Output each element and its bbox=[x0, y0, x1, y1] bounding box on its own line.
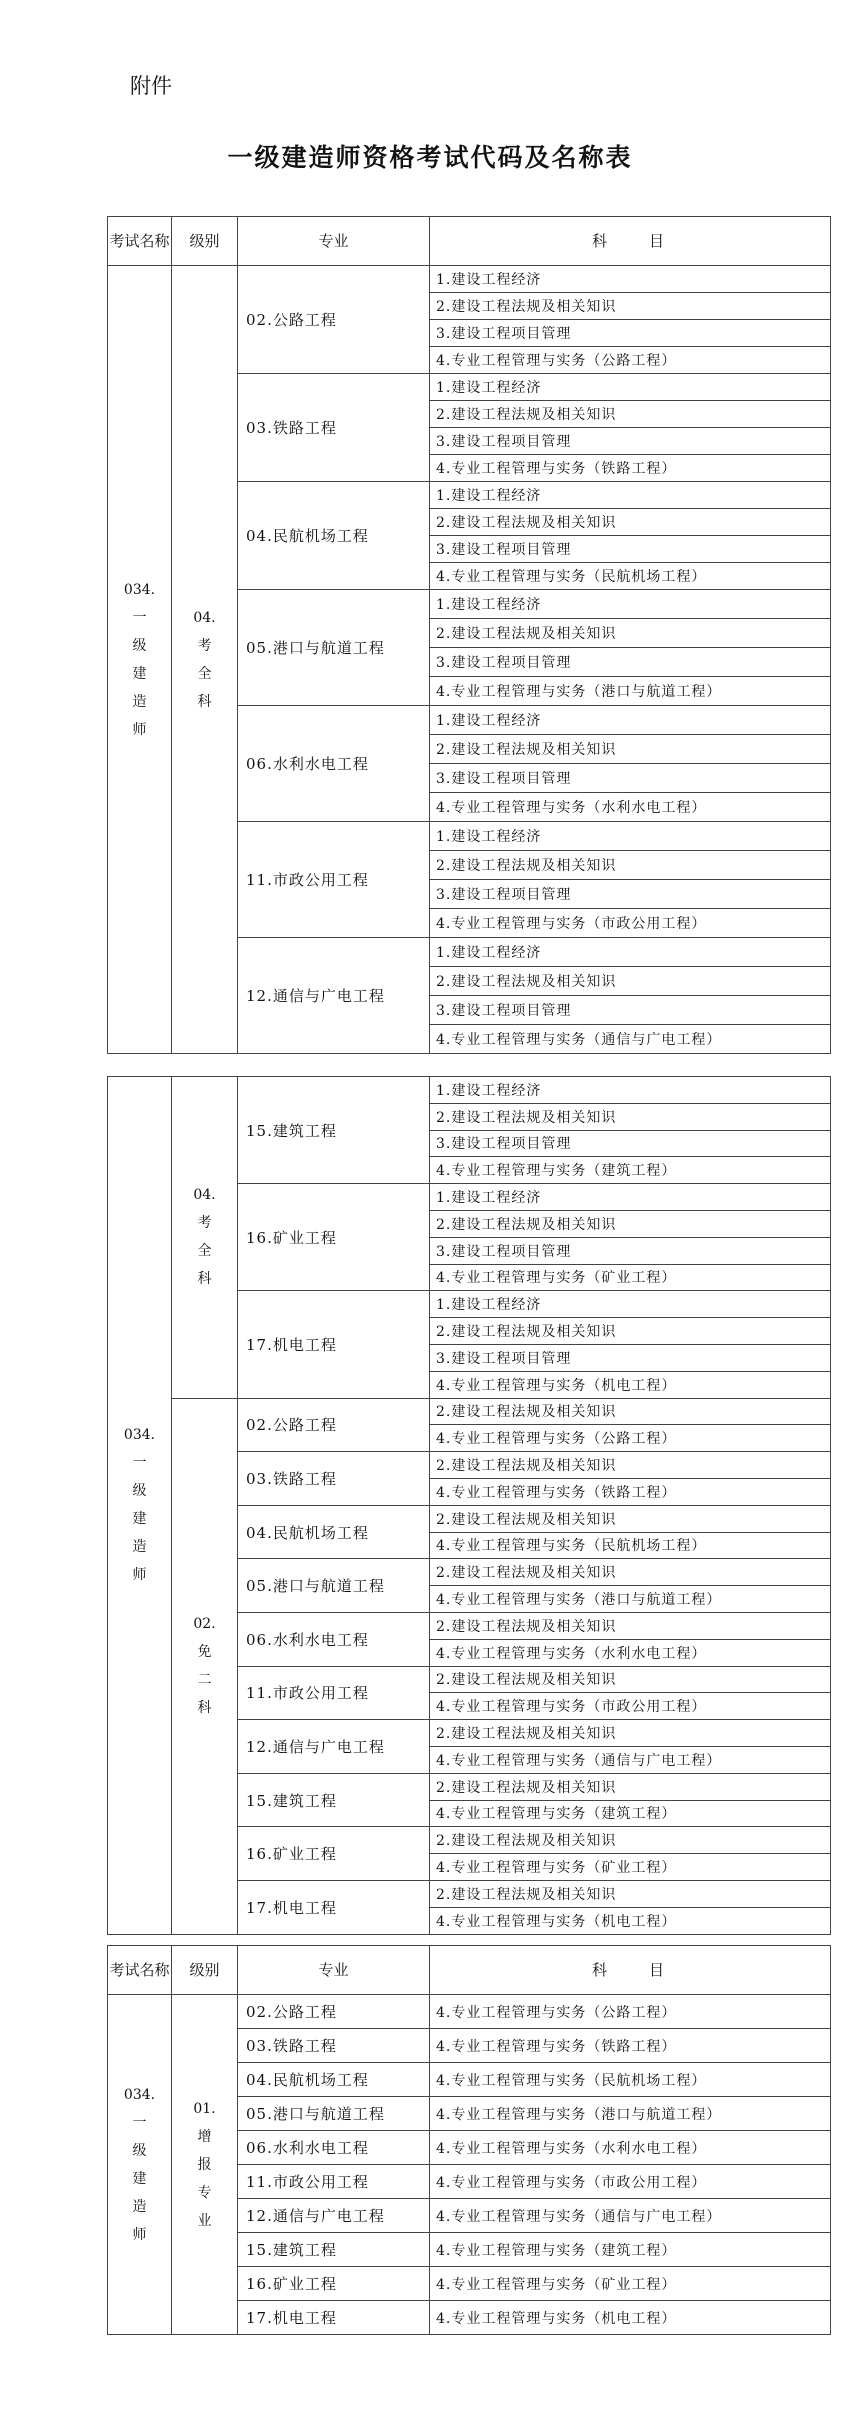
exam-table bbox=[107, 216, 831, 1054]
table-header-row bbox=[108, 1946, 831, 1995]
major-cell: 12.通信与广电工程 bbox=[238, 2199, 430, 2233]
subject-cell: 4.专业工程管理与实务（水利水电工程） bbox=[430, 793, 831, 822]
subject-cell: 3.建设工程项目管理 bbox=[430, 1344, 831, 1371]
subject-cell: 2.建设工程法规及相关知识 bbox=[430, 735, 831, 764]
major-cell: 11.市政公用工程 bbox=[238, 1666, 430, 1720]
major-cell: 11.市政公用工程 bbox=[238, 2165, 430, 2199]
subject-cell: 4.专业工程管理与实务（通信与广电工程） bbox=[430, 1746, 831, 1773]
subject-cell: 3.建设工程项目管理 bbox=[430, 536, 831, 563]
subject-cell: 2.建设工程法规及相关知识 bbox=[430, 1559, 831, 1586]
subject-cell: 2.建设工程法规及相关知识 bbox=[430, 509, 831, 536]
major-cell: 02.公路工程 bbox=[238, 1995, 430, 2029]
subject-cell: 2.建设工程法规及相关知识 bbox=[430, 1720, 831, 1747]
table-row bbox=[108, 1995, 831, 2029]
subject-cell: 2.建设工程法规及相关知识 bbox=[430, 293, 831, 320]
subject-cell: 4.专业工程管理与实务（公路工程） bbox=[430, 1425, 831, 1452]
major-cell: 17.机电工程 bbox=[238, 2301, 430, 2335]
major-cell: 05.港口与航道工程 bbox=[238, 590, 430, 706]
subject-cell: 4.专业工程管理与实务（机电工程） bbox=[430, 1907, 831, 1934]
major-cell: 05.港口与航道工程 bbox=[238, 2097, 430, 2131]
major-cell: 16.矿业工程 bbox=[238, 2267, 430, 2301]
subject-cell: 1.建设工程经济 bbox=[430, 590, 831, 619]
exam-name-cell: 034. 一 级 建 造 师 bbox=[108, 266, 172, 1054]
subject-cell: 2.建设工程法规及相关知识 bbox=[430, 1880, 831, 1907]
major-cell: 15.建筑工程 bbox=[238, 1077, 430, 1184]
exam-table bbox=[107, 1945, 831, 2335]
subject-cell: 3.建设工程项目管理 bbox=[430, 1237, 831, 1264]
subject-cell: 4.专业工程管理与实务（机电工程） bbox=[430, 1371, 831, 1398]
subject-cell: 4.专业工程管理与实务（建筑工程） bbox=[430, 2233, 831, 2267]
table-row bbox=[108, 1398, 831, 1425]
major-cell: 04.民航机场工程 bbox=[238, 482, 430, 590]
subject-cell: 1.建设工程经济 bbox=[430, 706, 831, 735]
major-cell: 16.矿业工程 bbox=[238, 1827, 430, 1881]
attachment-label: 附件 bbox=[130, 74, 172, 98]
header-exam-name: 考试名称 bbox=[108, 217, 172, 266]
subject-cell: 4.专业工程管理与实务（矿业工程） bbox=[430, 1854, 831, 1881]
table-row bbox=[108, 1077, 831, 1104]
major-cell: 15.建筑工程 bbox=[238, 1773, 430, 1827]
major-cell: 03.铁路工程 bbox=[238, 374, 430, 482]
subject-cell: 3.建设工程项目管理 bbox=[430, 320, 831, 347]
subject-cell: 4.专业工程管理与实务（矿业工程） bbox=[430, 2267, 831, 2301]
subject-cell: 4.专业工程管理与实务（港口与航道工程） bbox=[430, 677, 831, 706]
header-exam-name: 考试名称 bbox=[108, 1946, 172, 1995]
subject-cell: 2.建设工程法规及相关知识 bbox=[430, 401, 831, 428]
subject-cell: 2.建设工程法规及相关知识 bbox=[430, 1398, 831, 1425]
subject-cell: 4.专业工程管理与实务（民航机场工程） bbox=[430, 2063, 831, 2097]
major-cell: 12.通信与广电工程 bbox=[238, 938, 430, 1054]
major-cell: 02.公路工程 bbox=[238, 266, 430, 374]
subject-cell: 2.建设工程法规及相关知识 bbox=[430, 619, 831, 648]
subject-cell: 4.专业工程管理与实务（公路工程） bbox=[430, 347, 831, 374]
subject-cell: 4.专业工程管理与实务（机电工程） bbox=[430, 2301, 831, 2335]
major-cell: 12.通信与广电工程 bbox=[238, 1720, 430, 1774]
subject-cell: 3.建设工程项目管理 bbox=[430, 764, 831, 793]
exam-name-cell: 034. 一 级 建 造 师 bbox=[108, 1995, 172, 2335]
subject-cell: 4.专业工程管理与实务（建筑工程） bbox=[430, 1800, 831, 1827]
subject-cell: 4.专业工程管理与实务（通信与广电工程） bbox=[430, 1025, 831, 1054]
major-cell: 17.机电工程 bbox=[238, 1880, 430, 1934]
subject-cell: 1.建设工程经济 bbox=[430, 482, 831, 509]
subject-cell: 1.建设工程经济 bbox=[430, 1291, 831, 1318]
header-major: 专业 bbox=[238, 1946, 430, 1995]
subject-cell: 3.建设工程项目管理 bbox=[430, 880, 831, 909]
page-title: 一级建造师资格考试代码及名称表 bbox=[227, 143, 633, 172]
subject-cell: 4.专业工程管理与实务（港口与航道工程） bbox=[430, 2097, 831, 2131]
table-row bbox=[108, 266, 831, 293]
subject-cell: 4.专业工程管理与实务（铁路工程） bbox=[430, 455, 831, 482]
subject-cell: 4.专业工程管理与实务（市政公用工程） bbox=[430, 2165, 831, 2199]
subject-cell: 2.建设工程法规及相关知识 bbox=[430, 1505, 831, 1532]
header-level: 级别 bbox=[172, 217, 238, 266]
header-level: 级别 bbox=[172, 1946, 238, 1995]
subject-cell: 1.建设工程经济 bbox=[430, 938, 831, 967]
major-cell: 06.水利水电工程 bbox=[238, 706, 430, 822]
subject-cell: 4.专业工程管理与实务（水利水电工程） bbox=[430, 2131, 831, 2165]
subject-cell: 4.专业工程管理与实务（建筑工程） bbox=[430, 1157, 831, 1184]
subject-cell: 3.建设工程项目管理 bbox=[430, 1130, 831, 1157]
major-cell: 06.水利水电工程 bbox=[238, 2131, 430, 2165]
subject-cell: 2.建设工程法规及相关知识 bbox=[430, 1452, 831, 1479]
subject-cell: 4.专业工程管理与实务（水利水电工程） bbox=[430, 1639, 831, 1666]
subject-cell: 1.建设工程经济 bbox=[430, 266, 831, 293]
header-major: 专业 bbox=[238, 217, 430, 266]
major-cell: 17.机电工程 bbox=[238, 1291, 430, 1398]
subject-cell: 2.建设工程法规及相关知识 bbox=[430, 967, 831, 996]
subject-cell: 2.建设工程法规及相关知识 bbox=[430, 1773, 831, 1800]
subject-cell: 4.专业工程管理与实务（市政公用工程） bbox=[430, 1693, 831, 1720]
level-cell: 01. 增 报 专 业 bbox=[172, 1995, 238, 2335]
exam-name-cell: 034. 一 级 建 造 师 bbox=[108, 1077, 172, 1935]
subject-cell: 1.建设工程经济 bbox=[430, 1184, 831, 1211]
subject-cell: 4.专业工程管理与实务（港口与航道工程） bbox=[430, 1586, 831, 1613]
subject-cell: 3.建设工程项目管理 bbox=[430, 428, 831, 455]
subject-cell: 1.建设工程经济 bbox=[430, 1077, 831, 1104]
subject-cell: 4.专业工程管理与实务（民航机场工程） bbox=[430, 1532, 831, 1559]
major-cell: 02.公路工程 bbox=[238, 1398, 430, 1452]
subject-cell: 1.建设工程经济 bbox=[430, 374, 831, 401]
subject-cell: 4.专业工程管理与实务（通信与广电工程） bbox=[430, 2199, 831, 2233]
subject-cell: 4.专业工程管理与实务（矿业工程） bbox=[430, 1264, 831, 1291]
exam-table bbox=[107, 1076, 831, 1935]
major-cell: 15.建筑工程 bbox=[238, 2233, 430, 2267]
subject-cell: 2.建设工程法规及相关知识 bbox=[430, 1612, 831, 1639]
major-cell: 06.水利水电工程 bbox=[238, 1612, 430, 1666]
subject-cell: 2.建设工程法规及相关知识 bbox=[430, 1827, 831, 1854]
major-cell: 03.铁路工程 bbox=[238, 1452, 430, 1506]
level-cell: 04. 考 全 科 bbox=[172, 1077, 238, 1399]
subject-cell: 3.建设工程项目管理 bbox=[430, 648, 831, 677]
header-subject: 科 目 bbox=[430, 217, 831, 266]
subject-cell: 3.建设工程项目管理 bbox=[430, 996, 831, 1025]
subject-cell: 4.专业工程管理与实务（市政公用工程） bbox=[430, 909, 831, 938]
major-cell: 05.港口与航道工程 bbox=[238, 1559, 430, 1613]
subject-cell: 2.建设工程法规及相关知识 bbox=[430, 1666, 831, 1693]
table-header-row bbox=[108, 217, 831, 266]
subject-cell: 2.建设工程法规及相关知识 bbox=[430, 1210, 831, 1237]
subject-cell: 2.建设工程法规及相关知识 bbox=[430, 1318, 831, 1345]
subject-cell: 4.专业工程管理与实务（铁路工程） bbox=[430, 2029, 831, 2063]
subject-cell: 2.建设工程法规及相关知识 bbox=[430, 851, 831, 880]
subject-cell: 4.专业工程管理与实务（公路工程） bbox=[430, 1995, 831, 2029]
major-cell: 03.铁路工程 bbox=[238, 2029, 430, 2063]
header-subject: 科 目 bbox=[430, 1946, 831, 1995]
major-cell: 11.市政公用工程 bbox=[238, 822, 430, 938]
subject-cell: 4.专业工程管理与实务（铁路工程） bbox=[430, 1478, 831, 1505]
subject-cell: 1.建设工程经济 bbox=[430, 822, 831, 851]
subject-cell: 2.建设工程法规及相关知识 bbox=[430, 1103, 831, 1130]
subject-cell: 4.专业工程管理与实务（民航机场工程） bbox=[430, 563, 831, 590]
major-cell: 16.矿业工程 bbox=[238, 1184, 430, 1291]
major-cell: 04.民航机场工程 bbox=[238, 1505, 430, 1559]
level-cell: 02. 免 二 科 bbox=[172, 1398, 238, 1934]
major-cell: 04.民航机场工程 bbox=[238, 2063, 430, 2097]
level-cell: 04. 考 全 科 bbox=[172, 266, 238, 1054]
